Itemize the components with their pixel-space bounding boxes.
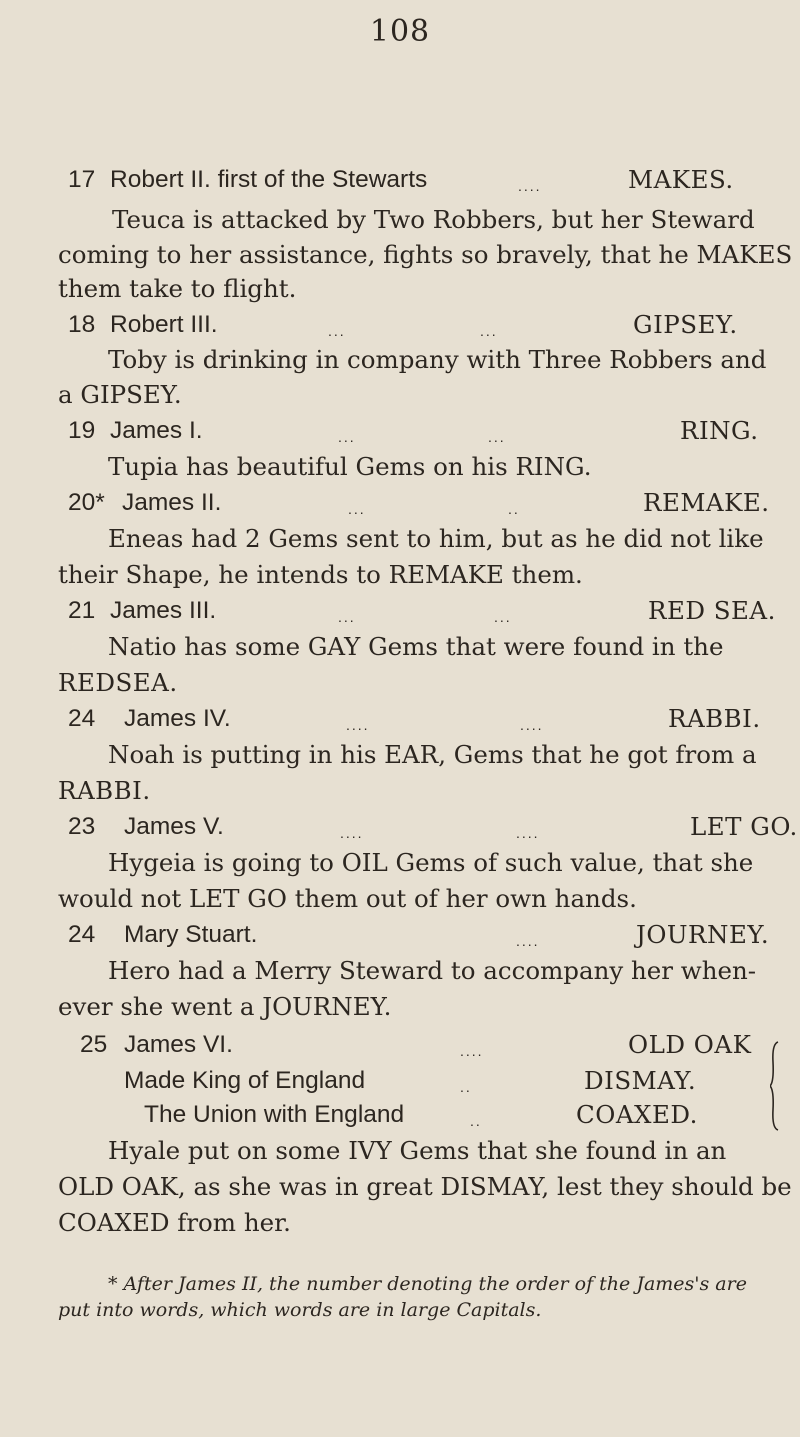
page-number: 108: [369, 14, 431, 49]
leader-dots: ...: [494, 609, 512, 625]
entry-word: RABBI.: [668, 704, 761, 733]
leader-dots: ....: [460, 1043, 484, 1059]
text-line: REDSEA.: [58, 668, 178, 697]
entry-number: 21: [68, 597, 96, 624]
leader-dots: ...: [338, 429, 356, 445]
entry-number: 23: [68, 813, 96, 840]
text-line: RABBI.: [58, 776, 151, 805]
text-line: COAXED from her.: [58, 1208, 291, 1237]
leader-dots: ...: [338, 609, 356, 625]
text-line: Noah is putting in his EAR, Gems that he got from a: [108, 740, 757, 769]
entry-number: 25: [80, 1031, 108, 1058]
entry-word: REMAKE.: [643, 488, 770, 517]
entry-word: JOURNEY.: [636, 920, 770, 949]
entry-title: Mary Stuart.: [124, 921, 258, 948]
entry-number: 19: [68, 417, 96, 444]
entry-word: GIPSEY.: [633, 310, 738, 339]
entry-word: RING.: [680, 416, 759, 445]
entry-title: James I.: [110, 417, 203, 444]
leader-dots: ....: [516, 825, 540, 841]
entry-number: 20*: [68, 489, 105, 516]
entry-title: James V.: [124, 813, 224, 840]
entry-title: Robert II. first of the Stewarts: [110, 166, 428, 193]
text-line: Natio has some GAY Gems that were found in the: [108, 632, 724, 661]
text-line: Hyale put on some IVY Gems that she found in an: [108, 1136, 727, 1165]
leader-dots: ...: [480, 323, 498, 339]
entry-word: OLD OAK: [628, 1030, 752, 1059]
text-line: their Shape, he intends to REMAKE them.: [58, 560, 583, 589]
entry-title: James III.: [110, 597, 217, 624]
text-line: ever she went a JOURNEY.: [58, 992, 392, 1021]
entry-word: LET GO.: [690, 812, 798, 841]
leader-dots: ..: [470, 1113, 482, 1129]
entry-title: James VI.: [124, 1031, 233, 1058]
entry-title: The Union with England: [144, 1101, 405, 1128]
text-line: Eneas had 2 Gems sent to him, but as he did not like: [108, 524, 764, 553]
entry-word: DISMAY.: [584, 1066, 697, 1095]
leader-dots: ....: [340, 825, 364, 841]
leader-dots: ....: [346, 717, 370, 733]
text-line: Tupia has beautiful Gems on his RING.: [108, 452, 592, 481]
entry-number: 18: [68, 311, 96, 338]
footnote-line: * After James II, the number denoting the order of the James's are: [108, 1273, 747, 1295]
text-line: Hero had a Merry Steward to accompany her when-: [108, 956, 757, 985]
entry-title: James II.: [122, 489, 222, 516]
text-line: Teuca is attacked by Two Robbers, but her Steward: [112, 205, 755, 234]
leader-dots: ....: [516, 933, 540, 949]
entry-number: 24: [68, 921, 96, 948]
text-line: Hygeia is going to OIL Gems of such value, that she: [108, 848, 754, 877]
text-line: a GIPSEY.: [58, 380, 182, 409]
entry-title: James IV.: [124, 705, 231, 732]
text-line: coming to her assistance, fights so bravely, that he MAKES: [58, 240, 793, 269]
brace-mark: [770, 1040, 780, 1132]
entry-word: MAKES.: [628, 165, 734, 194]
leader-dots: ..: [508, 501, 520, 517]
text-line: Toby is drinking in company with Three Robbers and: [108, 345, 767, 374]
entry-word: RED SEA.: [648, 596, 776, 625]
entry-title: Robert III.: [110, 311, 218, 338]
entry-word: COAXED.: [576, 1100, 698, 1129]
entry-title: Made King of England: [124, 1067, 366, 1094]
leader-dots: ...: [328, 323, 346, 339]
leader-dots: ...: [488, 429, 506, 445]
text-line: them take to flight.: [58, 274, 297, 303]
text-line: would not LET GO them out of her own hands.: [58, 884, 637, 913]
footnote-line: put into words, which words are in large Capitals.: [58, 1299, 542, 1321]
entry-number: 17: [68, 166, 96, 193]
text-line: OLD OAK, as she was in great DISMAY, lest they should be: [58, 1172, 792, 1201]
leader-dots: ....: [520, 717, 544, 733]
leader-dots: ...: [348, 501, 366, 517]
entry-number: 24: [68, 705, 96, 732]
leader-dots: ....: [518, 178, 542, 194]
leader-dots: ..: [460, 1079, 472, 1095]
